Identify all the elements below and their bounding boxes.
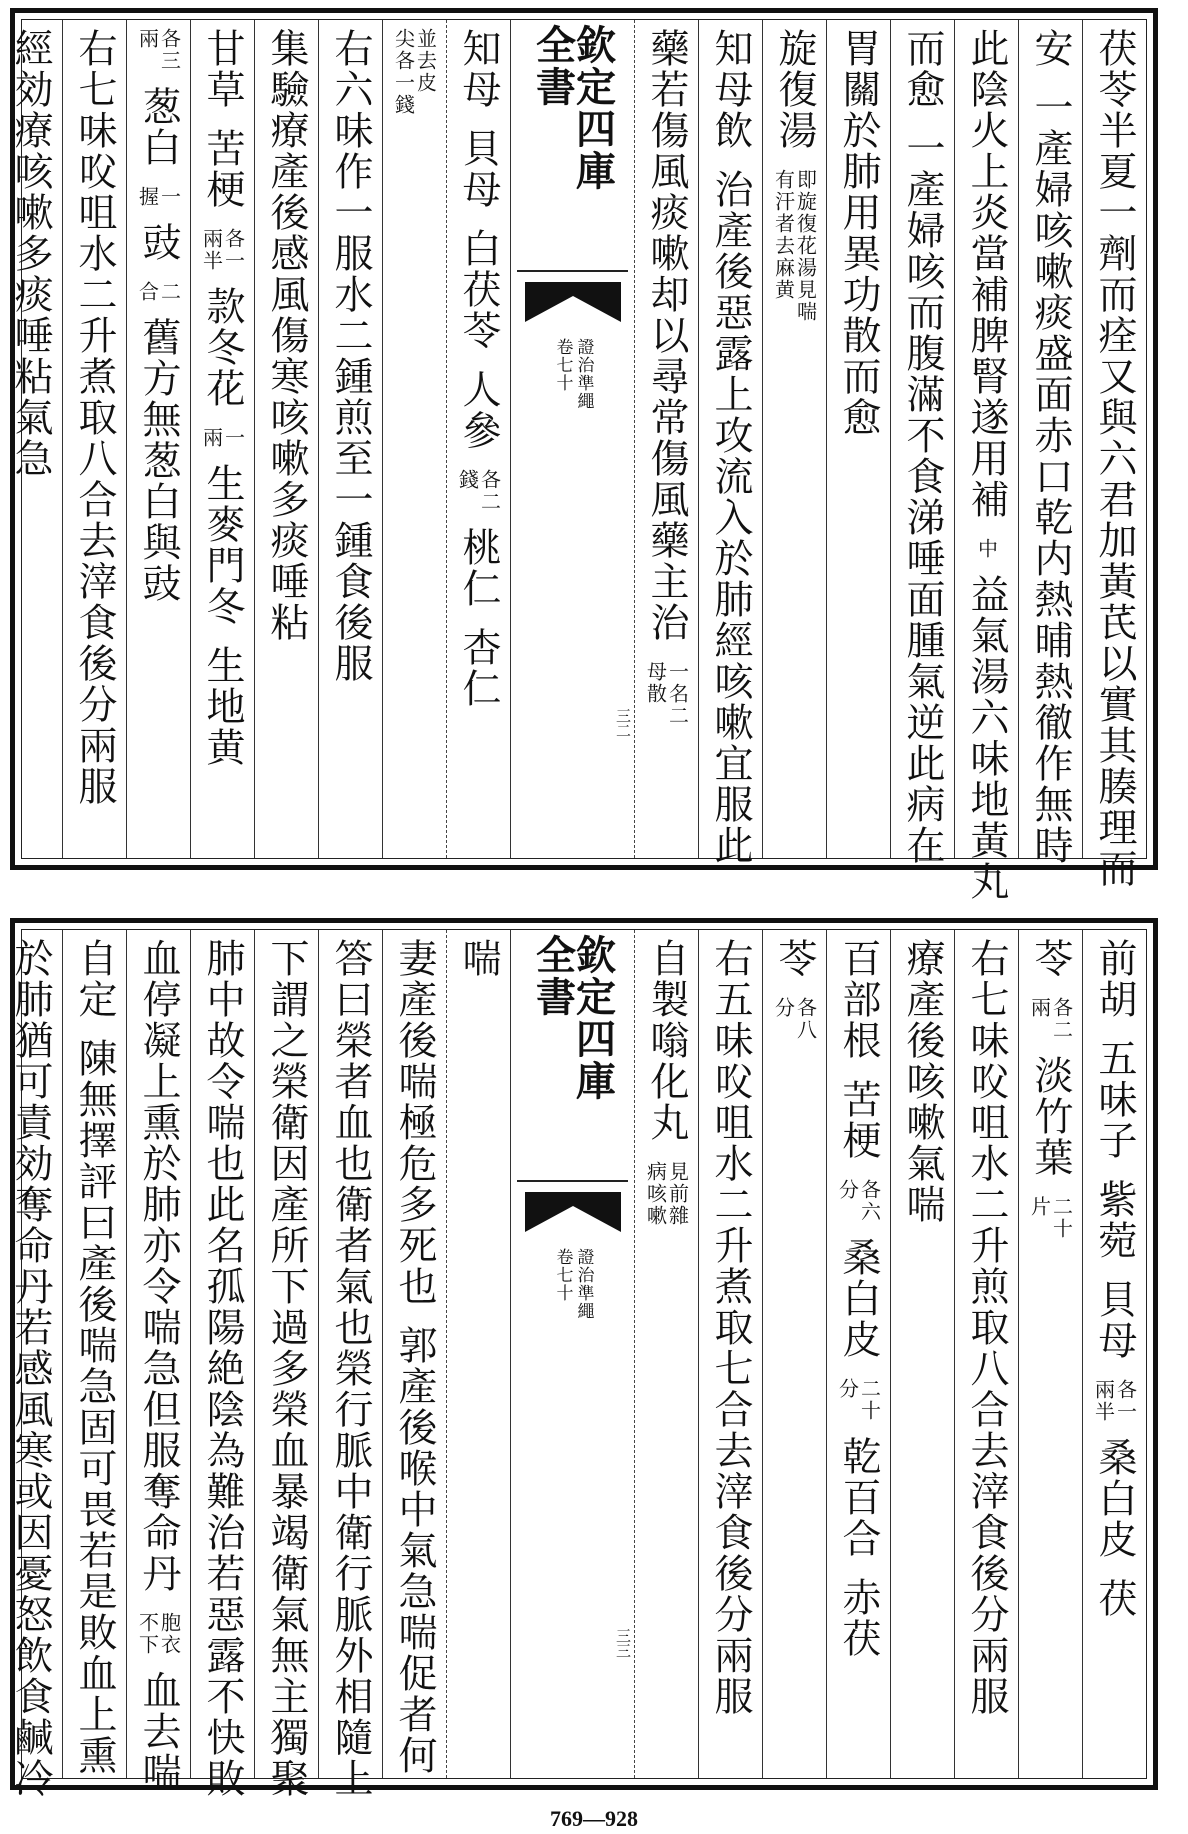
annotation: [199, 228, 246, 272]
column-text: 茯苓半夏一劑而痊又與六君加黃芪以實其腠理而: [1092, 28, 1137, 889]
text-column: [1018, 20, 1082, 866]
annotation-text: 片: [1027, 1196, 1052, 1218]
annotation: [135, 281, 182, 303]
column-text: 血停凝上熏於肺亦令喘急但服奪命丹: [136, 938, 181, 1594]
fold-margin: [510, 20, 634, 858]
column-text: 於肺猶可責効奪命丹若感風寒或因憂怒飲食鹹冷: [8, 938, 53, 1799]
text-column: [446, 20, 510, 858]
fold-page-number: 三三: [614, 1628, 632, 1658]
fold-subtitle-volume: 卷七十: [552, 1248, 573, 1302]
text-column: [890, 20, 954, 866]
column-text: 一產婦咳而腹滿不食涕唾面腫氣逆此病在: [900, 128, 945, 866]
annotation-text: 兩: [199, 427, 224, 449]
column-text: 生麥門冬: [200, 463, 245, 627]
column-text: 茯: [1092, 1578, 1137, 1619]
text-column: [826, 20, 890, 858]
text-column: [126, 20, 190, 858]
column-text: 紫菀: [1092, 1179, 1137, 1261]
column-text: 前胡: [1092, 938, 1137, 1020]
text-column: [318, 930, 382, 1799]
column-text: 肺中故令喘也此名孤陽絶陰為難治若惡露不快敗: [200, 938, 245, 1799]
fold-subtitle: [511, 338, 634, 410]
annotation-text: 錢: [455, 469, 480, 491]
bottom-page-columns: [0, 930, 1146, 1799]
column-text: 答曰榮者血也衛者氣也榮行脈中衛行脈外相隨上: [328, 938, 373, 1799]
annotation-text: 各一: [1113, 1379, 1138, 1423]
text-column: [762, 20, 826, 858]
text-column: [382, 930, 446, 1778]
text-column: [698, 930, 762, 1778]
text-column: [62, 930, 126, 1778]
fold-title: [511, 934, 634, 1124]
annotation-text: 並去皮: [413, 28, 438, 94]
text-column: [634, 930, 698, 1778]
annotation-text: 各二: [477, 469, 502, 513]
text-column: [698, 20, 762, 866]
text-column: [762, 930, 826, 1778]
fold-rule: [517, 270, 628, 272]
annotation-text: 一: [157, 186, 182, 208]
top-page: [8, 8, 1158, 902]
annotation: [974, 538, 999, 560]
annotation-text: 胞衣: [157, 1612, 182, 1656]
text-column: [190, 20, 254, 858]
column-text: 右七味㕮咀水二升煮取八合去滓食後分兩服: [72, 28, 117, 807]
fold-margin: [510, 930, 634, 1778]
column-text: 苓: [772, 938, 817, 979]
column-text: 生地黄: [200, 645, 245, 768]
column-text: 五味子: [1092, 1038, 1137, 1161]
annotation-text: 二: [157, 281, 182, 303]
annotation: [135, 28, 182, 72]
annotation-text: 兩: [135, 28, 160, 50]
annotation-text: 各二: [1049, 997, 1074, 1041]
annotation: [1027, 1196, 1074, 1240]
fold-subtitle: [511, 1248, 634, 1320]
column-text: 赤茯: [836, 1577, 881, 1659]
top-page-frame: [8, 19, 1147, 902]
annotation-text: 分: [835, 1179, 860, 1201]
fold-page-number: 三二: [614, 708, 632, 738]
text-column: [382, 20, 446, 858]
column-text: 藥若傷風痰嗽却以尋常傷風藥主治: [644, 28, 689, 643]
text-column: [254, 930, 318, 1799]
column-text: 桃仁: [456, 527, 501, 609]
column-text: 貝母: [456, 128, 501, 210]
text-column: [318, 20, 382, 858]
annotation-text: 一名二: [665, 661, 690, 727]
annotation: [1091, 1379, 1138, 1423]
text-column: [0, 20, 62, 858]
annotation: [643, 1161, 690, 1227]
column-text: 知母飲: [708, 28, 753, 151]
annotation-text: 兩半: [1091, 1379, 1116, 1423]
column-text: 貝母: [1092, 1279, 1137, 1361]
text-column: [826, 930, 890, 1778]
annotation: [835, 1179, 882, 1223]
annotation-text: 不下: [135, 1612, 160, 1656]
column-text: 療產後咳嗽氣喘: [900, 938, 945, 1225]
fishtail-mark-icon: [525, 1192, 621, 1232]
column-text: 旋復湯: [772, 28, 817, 151]
annotation-text: 各三: [157, 28, 182, 72]
annotation-text: 兩: [1027, 997, 1052, 1019]
text-column: [1082, 930, 1146, 1778]
annotation-text: 分: [835, 1378, 860, 1400]
column-text: 陳無擇評曰產後喘急固可畏若是敗血上熏: [72, 1038, 117, 1776]
column-text: 豉: [136, 222, 181, 263]
text-column: [1082, 20, 1146, 889]
annotation: [455, 469, 502, 513]
column-text: 甘草: [200, 28, 245, 110]
fold-rule: [517, 1180, 628, 1182]
text-column: [62, 20, 126, 858]
column-text: 舊方無葱白與豉: [136, 317, 181, 604]
fold-subtitle-volume: 卷七十: [552, 338, 573, 392]
column-text: 妻產後喘極危多死也: [392, 938, 437, 1307]
column-text: 胃關於肺用異功散而愈: [836, 28, 881, 438]
annotation-text: 有汗者去麻黄: [771, 169, 796, 301]
annotation-text: 一: [221, 427, 246, 449]
annotation: [135, 186, 182, 208]
column-text: 下謂之榮衛因產所下過多榮血暴竭衛氣無主獨聚: [264, 938, 309, 1799]
column-text: 苦梗: [200, 128, 245, 210]
column-text: 右七味㕮咀水二升煎取八合去滓食後分兩服: [964, 938, 1009, 1717]
text-column: [0, 930, 62, 1799]
annotation-text: 中: [974, 538, 999, 560]
column-text: 喘: [456, 938, 501, 979]
fold-subtitle-book: 證治準繩: [573, 1248, 594, 1320]
column-text: 苓: [1028, 938, 1073, 979]
top-page-columns: [0, 20, 1146, 902]
annotation-text: 兩半: [199, 228, 224, 272]
annotation: [835, 1378, 882, 1422]
column-text: 右六味作一服水二鍾煎至一鍾食後服: [328, 28, 373, 684]
column-text: 款冬花: [200, 286, 245, 409]
column-text: 經効療咳嗽多痰唾粘氣急: [8, 28, 53, 479]
annotation: [643, 661, 690, 727]
annotation: [1027, 997, 1074, 1041]
column-text: 自定: [72, 938, 117, 1020]
fold-subtitle-book: 證治準繩: [573, 338, 594, 410]
column-text: 知母: [456, 28, 501, 110]
column-text: 白茯苓: [456, 228, 501, 351]
column-text: 葱白: [136, 86, 181, 168]
column-text: 治產後惡露上攻流入於肺經咳嗽宜服此: [708, 169, 753, 866]
text-column: [446, 930, 510, 1778]
column-text: 益氣湯六味地黃丸: [964, 574, 1009, 902]
text-column: [890, 930, 954, 1778]
column-text: 杏仁: [456, 627, 501, 709]
column-text: 苦梗: [836, 1079, 881, 1161]
column-text: 血去喘: [136, 1670, 181, 1793]
column-text: 安: [1028, 28, 1073, 69]
annotation-text: 即旋復花湯見喘: [793, 169, 818, 323]
column-text: 桑白皮: [836, 1237, 881, 1360]
annotation: [199, 427, 246, 449]
column-text: 右五味㕮咀水二升煮取七合去滓食後分兩服: [708, 938, 753, 1717]
text-column: [126, 930, 190, 1793]
bottom-page: [8, 918, 1158, 1799]
annotation-text: 二十: [857, 1378, 882, 1422]
annotation-text: 病咳嗽: [643, 1161, 668, 1227]
annotation: [135, 1612, 182, 1656]
annotation-text: 母散: [643, 661, 668, 705]
column-text: 人參: [456, 369, 501, 451]
text-column: [190, 930, 254, 1799]
column-text: 此陰火上炎當補脾腎遂用補: [964, 28, 1009, 520]
annotation-text: 各一: [221, 228, 246, 272]
text-column: [954, 20, 1018, 902]
column-text: 百部根: [836, 938, 881, 1061]
column-text: 乾百合: [836, 1436, 881, 1559]
annotation: [771, 997, 818, 1041]
text-column: [634, 20, 698, 858]
bottom-page-frame: [8, 929, 1147, 1799]
annotation-text: 握: [135, 186, 160, 208]
column-text: 而愈: [900, 28, 945, 110]
annotation-text: 二十: [1049, 1196, 1074, 1240]
fishtail-mark-icon: [525, 282, 621, 322]
annotation-text: 合: [135, 281, 160, 303]
text-column: [254, 20, 318, 858]
fold-title-text: 欽定四庫全書: [529, 934, 617, 1102]
annotation-text: 見前雜: [665, 1161, 690, 1227]
column-text: 一產婦咳嗽痰盛面赤口乾内熱晡熱徹作無時: [1028, 87, 1073, 866]
fold-title-text: 欽定四庫全書: [529, 24, 617, 192]
annotation-text: 各八: [793, 997, 818, 1041]
column-text: 集驗療產後感風傷寒咳嗽多痰唾粘: [264, 28, 309, 643]
column-text: 桑白皮: [1092, 1437, 1137, 1560]
annotation-text: 各六: [857, 1179, 882, 1223]
annotation: [391, 28, 438, 116]
fold-title: [511, 24, 634, 214]
annotation-text: 尖各一錢: [391, 28, 416, 116]
column-text: 淡竹葉: [1028, 1055, 1073, 1178]
annotation: [771, 169, 818, 323]
text-column: [1018, 930, 1082, 1778]
column-text: 自製嗡化丸: [644, 938, 689, 1143]
page-number: 769—928: [550, 1806, 638, 1831]
text-column: [954, 930, 1018, 1778]
annotation-text: 分: [771, 997, 796, 1019]
column-text: 郭產後喉中氣急喘促者何: [392, 1325, 437, 1776]
